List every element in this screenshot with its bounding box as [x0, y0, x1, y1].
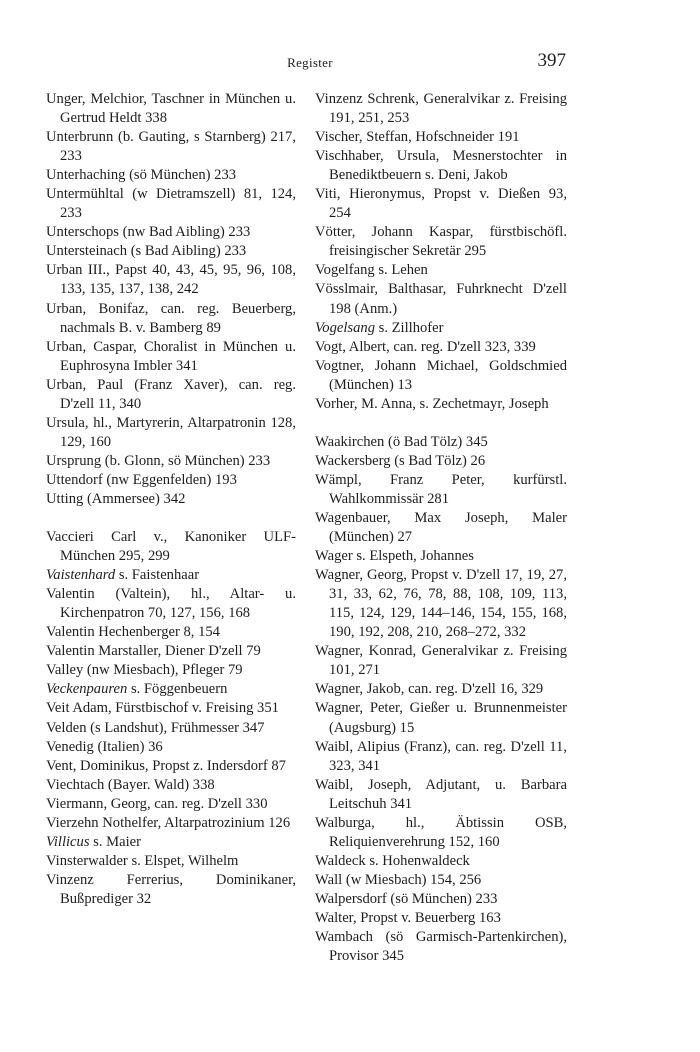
index-entry — [315, 433, 567, 452]
index-entry-text: Urban, Paul (Franz Xaver), can. reg. D'zell 11, 340 — [46, 376, 296, 412]
index-entry-text: Vischer, Steffan, Hofschneider 191 — [315, 129, 520, 146]
index-entry — [315, 776, 567, 814]
index-column-left — [46, 90, 296, 909]
index-entry — [46, 566, 296, 585]
index-entry-text: Venedig (Italien) 36 — [46, 738, 163, 755]
index-entry-text: Urban, Caspar, Choralist in München u. Euphrosyna Imbler 341 — [46, 338, 296, 374]
index-entry — [46, 490, 296, 509]
index-entry — [46, 585, 296, 623]
index-entry — [315, 280, 567, 318]
index-entry — [315, 909, 567, 928]
running-head: Register — [287, 55, 333, 70]
index-entry — [315, 738, 567, 776]
index-entry-text: Vogelfang s. Lehen — [315, 262, 428, 279]
index-entry-text: Vogt, Albert, can. reg. D'zell 323, 339 — [315, 338, 536, 355]
index-entry — [315, 814, 567, 852]
index-entry — [46, 852, 296, 871]
index-entry-text: s. Faistenhaar — [115, 567, 200, 584]
index-entry — [46, 300, 296, 338]
index-column-right — [315, 90, 567, 966]
index-entry-text: Valentin Marstaller, Diener D'zell 79 — [46, 643, 261, 660]
index-entry — [315, 452, 567, 471]
index-entry — [315, 128, 567, 147]
index-entry-text: Untermühltal (w Dietramszell) 81, 124, 233 — [46, 186, 296, 222]
index-entry — [46, 738, 296, 757]
index-entry — [46, 166, 296, 185]
index-entry — [46, 814, 296, 833]
index-entry-text: Vorher, M. Anna, s. Zechetmayr, Joseph — [315, 395, 549, 412]
index-entry — [315, 319, 567, 338]
index-entry-text: Waldeck s. Hohenwaldeck — [315, 852, 470, 869]
index-entry — [315, 509, 567, 547]
index-entry — [315, 680, 567, 699]
index-entry — [46, 795, 296, 814]
index-entry — [315, 699, 567, 737]
index-entry — [315, 890, 567, 909]
index-entry — [46, 261, 296, 299]
index-entry-text: Valley (nw Miesbach), Pfleger 79 — [46, 662, 243, 679]
index-entry-text: Vinsterwalder s. Elspet, Wilhelm — [46, 852, 239, 869]
index-entry — [46, 699, 296, 718]
index-entry — [46, 452, 296, 471]
index-entry-text: Utting (Ammersee) 342 — [46, 490, 186, 507]
index-entry-text: Unger, Melchior, Taschner in München u. Gertrud Heldt 338 — [46, 91, 296, 127]
index-entry-text: Vötter, Johann Kaspar, fürstbischöfl. freisingischer Sekretär 295 — [315, 224, 567, 260]
index-entry-text: Viermann, Georg, can. reg. D'zell 330 — [46, 795, 268, 812]
index-entry-text: Unterhaching (sö München) 233 — [46, 167, 237, 184]
index-entry-text: Waibl, Joseph, Adjutant, u. Barbara Leitschuh 341 — [315, 776, 567, 812]
index-entry — [46, 661, 296, 680]
index-entry-text: Vinzenz Schrenk, Generalvikar z. Freising 191, 251, 253 — [315, 91, 567, 127]
index-entry-text: Vogtner, Johann Michael, Goldschmied (München) 13 — [315, 357, 567, 393]
index-entry-text: s. Föggenbeuern — [127, 681, 228, 698]
index-entry — [46, 90, 296, 128]
index-entry-text: Viechtach (Bayer. Wald) 338 — [46, 776, 215, 793]
index-entry-text: Unterschops (nw Bad Aibling) 233 — [46, 224, 251, 241]
index-entry — [46, 833, 296, 852]
index-entry — [315, 261, 567, 280]
index-entry-text: Wackersberg (s Bad Tölz) 26 — [315, 452, 486, 469]
index-entry-text: Wagenbauer, Max Joseph, Maler (München) 27 — [315, 509, 567, 546]
index-entry-text: Valentin Hechenberger 8, 154 — [46, 624, 220, 641]
index-entry-text: Vent, Dominikus, Propst z. Indersdorf 87 — [46, 757, 286, 774]
index-entry-text: Wagner, Peter, Gießer u. Brunnenmeister (Augsburg) 15 — [315, 700, 567, 736]
index-entry — [315, 223, 567, 261]
index-entry-text: Ursprung (b. Glonn, sö München) 233 — [46, 452, 271, 469]
index-entry-text: Unterbrunn (b. Gauting, s Starnberg) 217, 233 — [46, 129, 296, 165]
page-header — [0, 50, 700, 75]
index-entry-text: s. Zillhofer — [375, 319, 444, 336]
index-entry-text: Waakirchen (ö Bad Tölz) 345 — [315, 433, 488, 450]
index-entry — [315, 471, 567, 509]
index-entry — [315, 871, 567, 890]
index-entry — [315, 90, 567, 128]
index-entry-text: Urban III., Papst 40, 43, 45, 95, 96, 108, 133, 135, 137, 138, 242 — [46, 262, 296, 298]
index-entry-text: Waibl, Alipius (Franz), can. reg. D'zell 11, 323, 341 — [315, 738, 567, 774]
index-entry-text: Wagner, Georg, Propst v. D'zell 17, 19, 27, 31, 33, 62, 76, 78, 88, 108, 109, 113, 115, 124, 129, 144–146, 154, 155, 168, 190, 192, 208, 210, 268–272, 332 — [315, 567, 567, 641]
index-entry-text: Wagner, Konrad, Generalvikar z. Freising 101, 271 — [315, 643, 567, 679]
index-entry — [315, 852, 567, 871]
index-entry — [315, 928, 567, 966]
index-entry-text: Walburga, hl., Äbtissin OSB, Reliquienverehrung 152, 160 — [315, 814, 567, 850]
index-entry — [46, 528, 296, 566]
index-entry-text: Valentin (Valtein), hl., Altar- u. Kirchenpatron 70, 127, 156, 168 — [46, 586, 296, 622]
index-entry — [46, 338, 296, 376]
index-entry — [46, 376, 296, 414]
index-entry — [46, 471, 296, 490]
index-entry-text: Uttendorf (nw Eggenfelden) 193 — [46, 471, 237, 488]
index-entry — [46, 185, 296, 223]
index-entry — [46, 623, 296, 642]
index-entry-text: Veit Adam, Fürstbischof v. Freising 351 — [46, 700, 279, 717]
page-number: 397 — [537, 50, 566, 71]
index-entry-term: Villicus — [46, 833, 90, 850]
index-entry-term: Vaistenhard — [46, 567, 116, 584]
section-gap — [315, 414, 567, 433]
index-entry — [46, 642, 296, 661]
index-entry — [46, 223, 296, 242]
index-entry — [46, 719, 296, 738]
index-entry — [315, 642, 567, 680]
index-entry-text: Velden (s Landshut), Frühmesser 347 — [46, 719, 265, 736]
index-entry-term: Vogelsang — [315, 319, 375, 336]
index-entry — [315, 147, 567, 185]
index-entry-text: Wall (w Miesbach) 154, 256 — [315, 871, 482, 888]
index-entry-text: s. Maier — [89, 833, 141, 850]
index-entry — [315, 566, 567, 642]
index-entry-text: Untersteinach (s Bad Aibling) 233 — [46, 243, 247, 260]
index-entry-term: Veckenpauren — [46, 681, 128, 698]
index-entry-text: Viti, Hieronymus, Propst v. Dießen 93, 254 — [315, 186, 567, 222]
index-entry-text: Vischhaber, Ursula, Mesnerstochter in Benediktbeuern s. Deni, Jakob — [315, 148, 567, 184]
section-gap — [46, 509, 296, 528]
index-entry-text: Wager s. Elspeth, Johannes — [315, 548, 474, 565]
index-entry-text: Wämpl, Franz Peter, kurfürstl. Wahlkommissär 281 — [315, 471, 567, 507]
index-entry-text: Vinzenz Ferrerius, Dominikaner, Bußprediger 32 — [46, 871, 296, 907]
index-entry — [315, 338, 567, 357]
index-entry — [315, 357, 567, 395]
index-entry-text: Wambach (sö Garmisch-Partenkirchen), Provisor 345 — [315, 929, 567, 965]
index-entry-text: Walpersdorf (sö München) 233 — [315, 890, 498, 907]
index-entry — [46, 871, 296, 909]
index-entry — [46, 128, 296, 166]
index-entry — [46, 414, 296, 452]
index-entry — [46, 680, 296, 699]
index-entry-text: Vösslmair, Balthasar, Fuhrknecht D'zell 198 (Anm.) — [315, 281, 567, 317]
index-entry-text: Vaccieri Carl v., Kanoniker ULF-München 295, 299 — [46, 529, 296, 565]
index-entry — [46, 776, 296, 795]
index-entry-text: Wagner, Jakob, can. reg. D'zell 16, 329 — [315, 681, 544, 698]
index-entry — [46, 757, 296, 776]
index-entry — [315, 395, 567, 414]
index-entry-text: Ursula, hl., Martyrerin, Altarpatronin 128, 129, 160 — [46, 414, 296, 450]
index-entry-text: Urban, Bonifaz, can. reg. Beuerberg, nachmals B. v. Bamberg 89 — [46, 300, 296, 336]
index-entry — [46, 242, 296, 261]
index-entry-text: Walter, Propst v. Beuerberg 163 — [315, 909, 501, 926]
index-entry — [315, 547, 567, 566]
index-entry — [315, 185, 567, 223]
index-entry-text: Vierzehn Nothelfer, Altarpatrozinium 126 — [46, 814, 291, 831]
